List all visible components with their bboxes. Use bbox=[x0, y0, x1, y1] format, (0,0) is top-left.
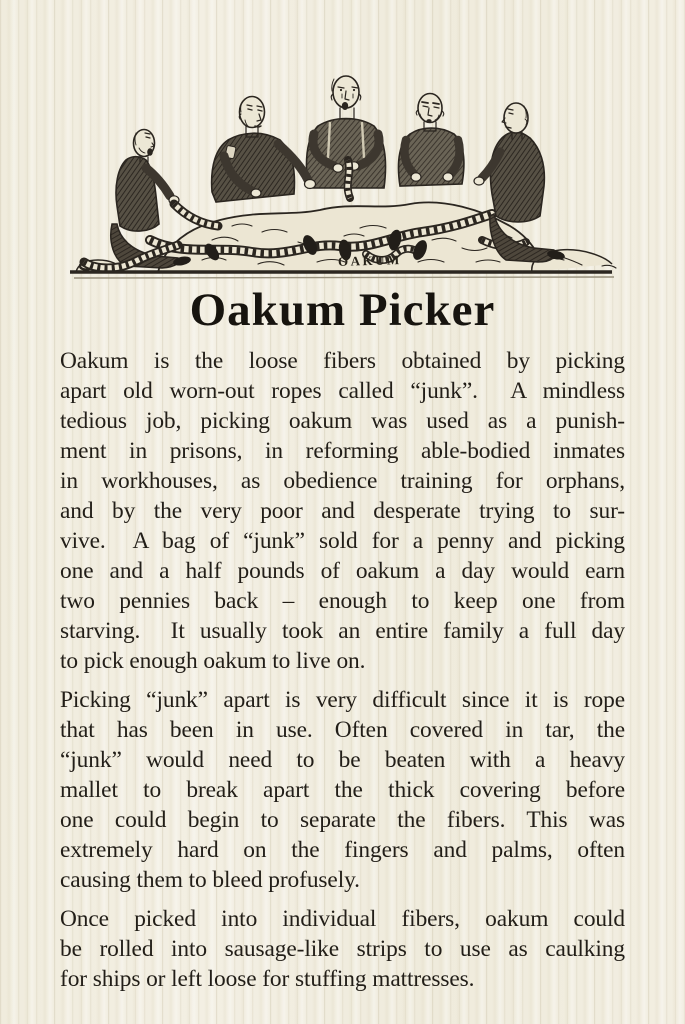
paragraph-3 bbox=[60, 904, 625, 994]
text-line: two pennies back – enough to keep one from bbox=[60, 588, 625, 614]
oakum-pile-label: OAKUM bbox=[337, 252, 402, 269]
text-line: that has been in use. Often covered in tar, the bbox=[60, 717, 625, 743]
text-line: Once picked into individual fibers, oakum could bbox=[60, 906, 625, 932]
article-body bbox=[60, 346, 625, 1003]
text-line: extremely hard on the fingers and palms, often bbox=[60, 837, 625, 863]
page-title: Oakum Picker bbox=[189, 284, 496, 336]
text-line: causing them to bleed profusely. bbox=[60, 867, 360, 893]
text-line: starving. It usually took an entire family a full day bbox=[60, 618, 625, 644]
text-line: ment in prisons, in reforming able-bodied inmates bbox=[60, 438, 625, 464]
oakum-pickers-illustration bbox=[62, 64, 622, 288]
text-line: to pick enough oakum to live on. bbox=[60, 648, 366, 674]
text-line: apart old worn-out ropes called “junk”. A mindless bbox=[60, 378, 625, 404]
text-line: “junk” would need to be beaten with a heavy bbox=[60, 747, 625, 773]
text-line: be rolled into sausage-like strips to use as caulking bbox=[60, 936, 625, 962]
text-line: in workhouses, as obedience training for orphans, bbox=[60, 468, 625, 494]
text-line: mallet to break apart the thick covering before bbox=[60, 777, 625, 803]
text-line: tedious job, picking oakum was used as a punish- bbox=[60, 408, 625, 434]
ground-shadow-line bbox=[74, 277, 614, 278]
text-line: one could begin to separate the fibers. This was bbox=[60, 807, 625, 833]
text-line: for ships or left loose for stuffing mattresses. bbox=[60, 966, 475, 992]
text-line: one and a half pounds of oakum a day would earn bbox=[60, 558, 625, 584]
paragraph-1 bbox=[60, 346, 625, 676]
text-line: vive. A bag of “junk” sold for a penny and picking bbox=[60, 528, 625, 554]
paragraph-2 bbox=[60, 685, 625, 895]
text-line: Picking “junk” apart is very difficult since it is rope bbox=[60, 687, 625, 713]
text-line: Oakum is the loose fibers obtained by picking bbox=[60, 348, 625, 374]
text-line: and by the very poor and desperate trying to sur- bbox=[60, 498, 625, 524]
